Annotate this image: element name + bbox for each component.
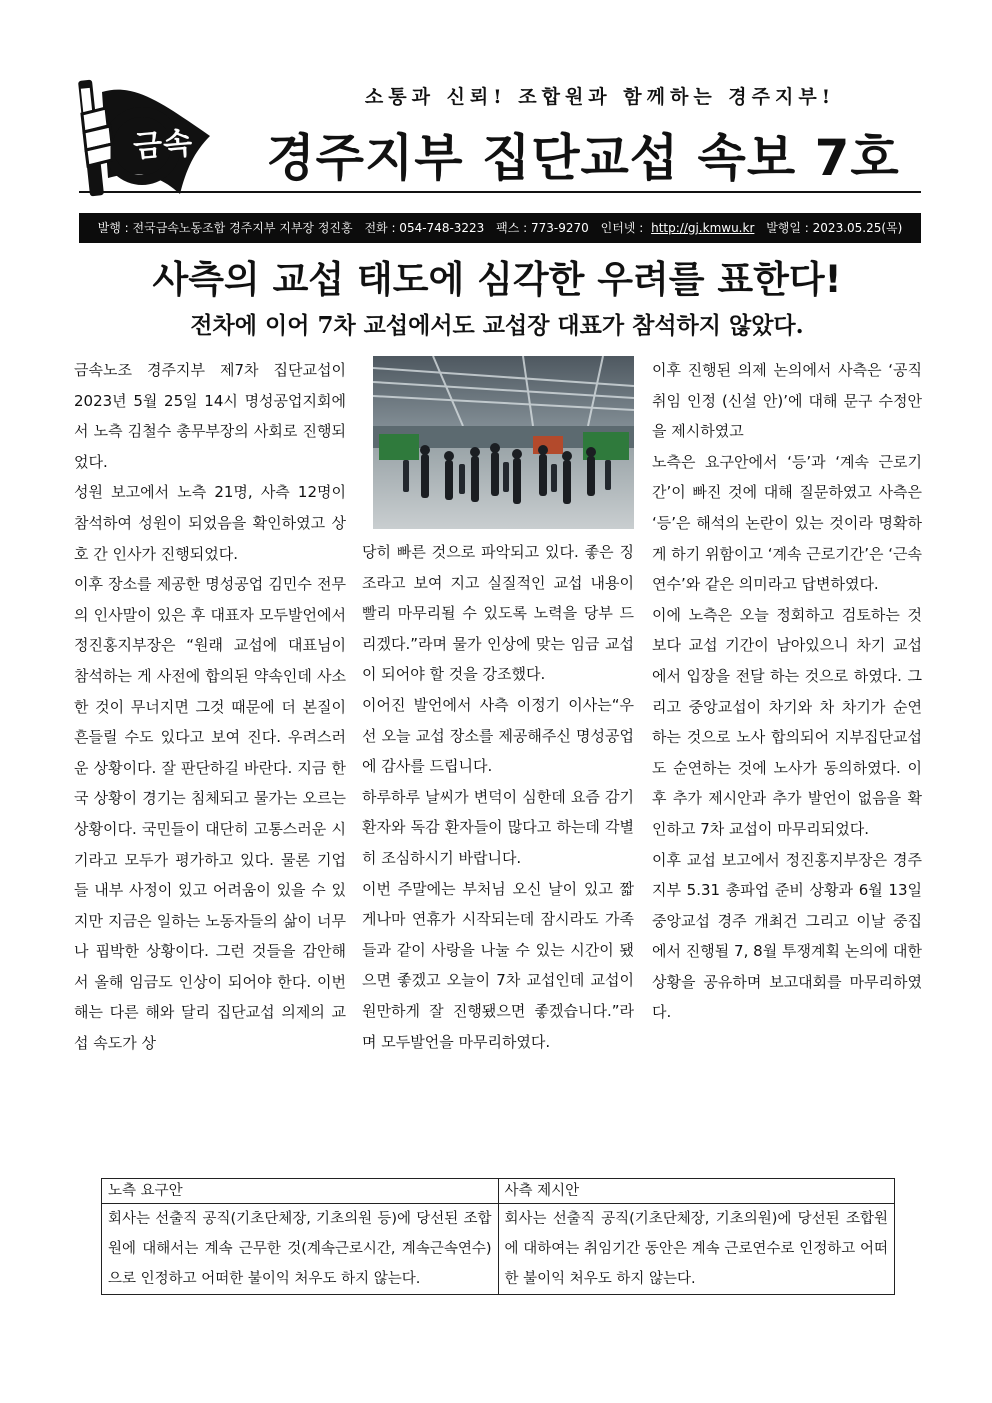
article-column-1	[74, 355, 346, 1059]
paragraph: 성원 보고에서 노측 21명, 사측 12명이 참석하여 성원이 되었음을 확인하였고 상호 간 인사가 진행되었다.	[74, 483, 346, 563]
union-logo	[74, 74, 220, 202]
union-proposal-header: 노측 요구안	[102, 1179, 499, 1204]
header-slogan: 소통과 신뢰! 조합원과 함께하는 경주지부!	[364, 86, 836, 108]
paragraph: 이후 교섭 보고에서 정진홍지부장은 경주지부 5.31 총파업 준비 상황과 6월 13일 중앙교섭 경주 개최건 그리고 이날 중집에서 진행될 7, 8월 투쟁계획 논의에 대한 상황을 공유하며 보고대회를 마무리하였다.	[652, 850, 922, 1022]
paragraph: 당히 빠른 것으로 파악되고 있다. 좋은 징조라고 보여 지고 실질적인 교섭 내용이 빨리 마무리될 수 있도록 노력을 당부 드리겠다.”라며 물가 인상에 맞는 임금 교섭이 되어야 할 것을 강조했다.	[362, 543, 634, 684]
paragraph: 이에 노측은 오늘 정회하고 검토하는 것 보다 교섭 기간이 남아있으니 차기 교섭에서 입장을 전달 하는 것으로 하였다. 그리고 중앙교섭이 차기와 차 차기가 순연하는 것으로 노사 합의되어 지부집단교섭도 순연하는 것에 노사가 동의하였다. 이후 추가 제시안과 추가 발언이 없음을 확인하고 7차 교섭이 마무리되었다.	[652, 605, 922, 838]
publisher-info: 발행 : 전국금속노동조합 경주지부 지부장 정진홍	[97, 221, 353, 235]
paragraph: 금속노조 경주지부 제7차 집단교섭이 2023년 5월 25일 14시 명성공업지회에서 노측 김철수 총무부장의 사회로 진행되었다.	[74, 361, 346, 471]
paragraph: 노측은 요구안에서 ‘등’과 ‘계속 근로기간’이 빠진 것에 대해 질문하였고 사측은 ‘등’은 해석의 논란이 있는 것이라 명확하게 하기 위함이고 ‘계속 근로기간’은 ‘근속연수’와 같은 의미라고 답변하였다.	[652, 452, 922, 594]
paragraph: 이어진 발언에서 사측 이정기 이사는“우선 오늘 교섭 장소를 제공해주신 명성공업에 감사를 드립니다.	[362, 695, 634, 776]
paragraph: 이후 진행된 의제 논의에서 사측은 ‘공직취임 인정 (신설 안)’에 대해 문구 수정안을 제시하였고	[652, 361, 922, 441]
table-header-row	[102, 1179, 895, 1204]
article-headline: 사측의 교섭 태도에 심각한 우려를 표한다!	[152, 258, 842, 301]
paragraph: 하루하루 날씨가 변덕이 심한데 요즘 감기 환자와 독감 환자들이 많다고 하는데 각별히 조심하시기 바랍니다.	[362, 787, 634, 867]
internet-label: 인터넷 :	[600, 221, 644, 235]
company-proposal-header: 사측 제시안	[498, 1179, 895, 1204]
table-row	[102, 1204, 895, 1295]
article-subheadline: 전차에 이어 7차 교섭에서도 교섭장 대표가 참석하지 않았다.	[190, 312, 804, 339]
logo-text: 금속	[132, 125, 195, 166]
phone-info: 전화 : 054-748-3223	[364, 221, 485, 235]
company-proposal-text: 회사는 선출직 공직(기초단체장, 기초의원)에 당선된 조합원에 대하여는 취임기간 동안은 계속 근로연수로 인정하고 어떠한 불이익 처우도 하지 않는다.	[498, 1204, 895, 1295]
page-title: 경주지부 집단교섭 속보 7호	[266, 129, 900, 187]
paragraph: 이후 장소를 제공한 명성공업 김민수 전무의 인사말이 있은 후 대표자 모두발언에서 정진홍지부장은 “원래 교섭에 대표님이 참석하는 게 사전에 합의된 약속인데 사소한 것이 무너지면 그것 때문에 더 본질이 흔들릴 수도 있다고 보여 진다. 우려스러운 상황이다. 잘 판단하길 바란다. 지금 한국 상황이 경기는 침체되고 물가는 오르는 상황이다. 국민들이 대단히 고통스러운 시기라고 모두가 평가하고 있다. 물론 기업들 내부 사정이 있고 어려움이 있을 수 있지만 지금은 일하는 노동자들의 삶이 너무나 핍박한 상황이다. 그런 것들을 감안해서 올해 임금도 인상이 되어야 한다. 이번 해는 다른 해와 달리 집단교섭 의제의 교섭 속도가 상	[74, 575, 346, 1053]
factory-meeting-illustration	[373, 356, 634, 529]
article-column-2	[362, 537, 634, 1057]
header-divider	[79, 191, 921, 193]
negotiation-photo	[373, 356, 634, 529]
union-proposal-text: 회사는 선출직 공직(기초단체장, 기초의원 등)에 당선된 조합원에 대해서는 계속 근무한 것(계속근로시간, 계속근속연수)으로 인정하고 어떠한 불이익 처우도 하지 않는다.	[102, 1204, 499, 1295]
paragraph: 이번 주말에는 부처님 오신 날이 있고 짧게나마 연휴가 시작되는데 잠시라도 가족들과 같이 사랑을 나눌 수 있는 시간이 됐으면 좋겠고 오늘이 7차 교섭인데 교섭이 원만하게 잘 진행됐으면 좋겠습니다.”라며 모두발언을 마무리하였다.	[362, 879, 634, 1051]
website-link[interactable]: http://gj.kmwu.kr	[651, 221, 755, 235]
publication-bar	[79, 213, 921, 243]
article-column-3	[652, 355, 922, 1028]
fax-info: 팩스 : 773-9270	[496, 221, 589, 235]
publish-date: 발행일 : 2023.05.25(목)	[766, 221, 903, 235]
proposal-comparison-table	[101, 1178, 895, 1295]
